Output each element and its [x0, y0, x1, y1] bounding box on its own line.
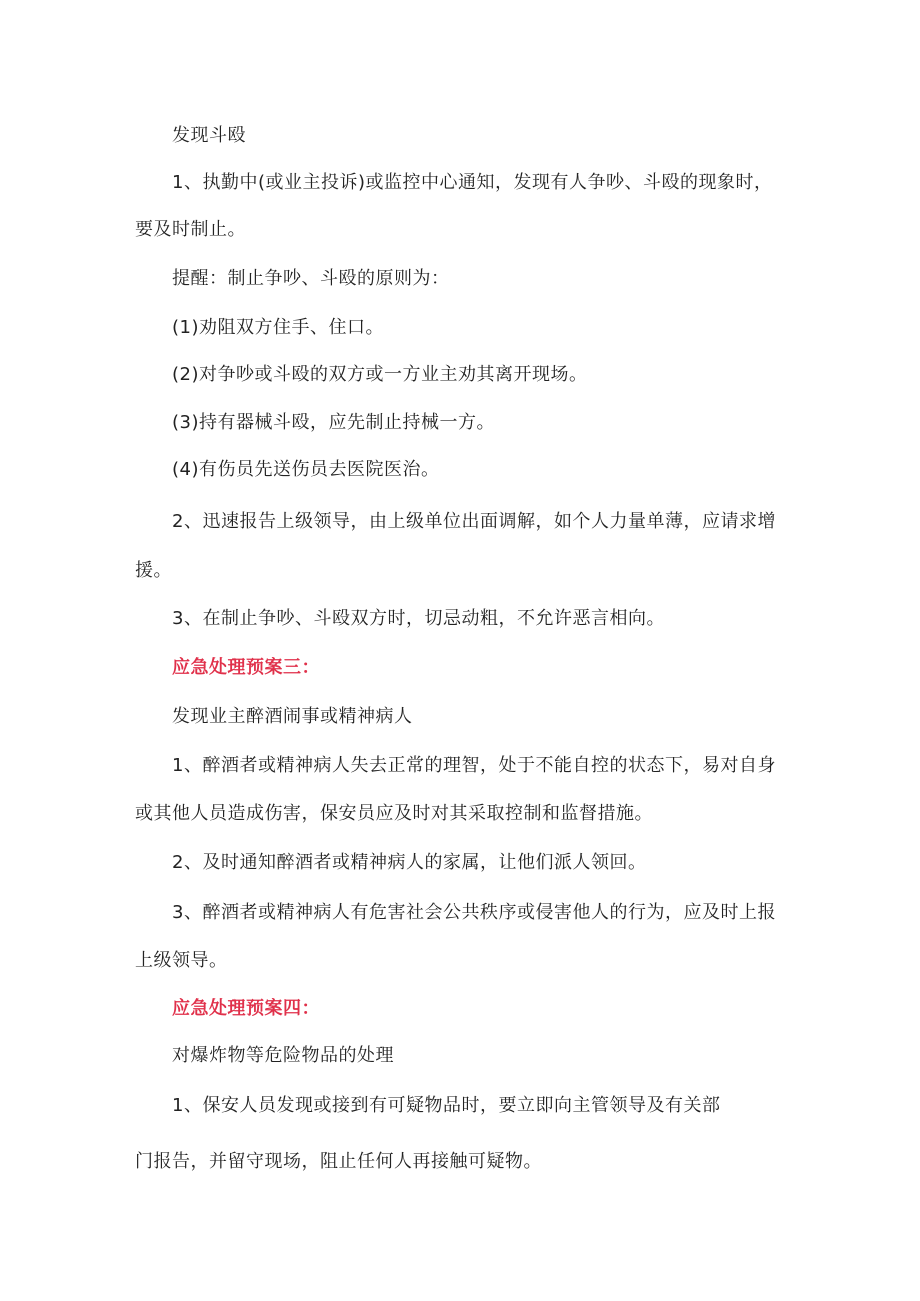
section-title-explosives: 对爆炸物等危险物品的处理	[172, 1045, 394, 1066]
paragraph-line: 1、执勤中(或业主投诉)或监控中心通知，发现有人争吵、斗殴的现象时，	[172, 172, 773, 193]
paragraph-line: 3、在制止争吵、斗殴双方时，切忌动粗，不允许恶言相向。	[172, 608, 665, 629]
reminder-text: 提醒：制止争吵、斗殴的原则为：	[172, 268, 450, 289]
paragraph-line: 3、醉酒者或精神病人有危害社会公共秩序或侵害他人的行为，应及时上报	[172, 902, 776, 923]
list-item: (4)有伤员先送伤员去医院医治。	[172, 459, 440, 480]
list-item: (3)持有器械斗殴，应先制止持械一方。	[172, 412, 495, 433]
section-title-drunk: 发现业主醉酒闹事或精神病人	[172, 706, 413, 727]
paragraph-line: 要及时制止。	[135, 219, 246, 240]
paragraph-line: 门报告，并留守现场，阻止任何人再接触可疑物。	[135, 1151, 542, 1172]
list-item: (2)对争吵或斗殴的双方或一方业主劝其离开现场。	[172, 364, 588, 385]
paragraph-line: 或其他人员造成伤害，保安员应及时对其采取控制和监督措施。	[135, 803, 653, 824]
paragraph-line: 上级领导。	[135, 950, 228, 971]
list-item: (1)劝阻双方住手、住口。	[172, 317, 384, 338]
paragraph-line: 2、迅速报告上级领导，由上级单位出面调解，如个人力量单薄，应请求增	[172, 511, 776, 532]
paragraph-line: 1、保安人员发现或接到有可疑物品时，要立即向主管领导及有关部	[172, 1095, 721, 1116]
section-title-fight: 发现斗殴	[172, 125, 246, 146]
plan-heading-three: 应急处理预案三：	[172, 657, 320, 678]
paragraph-line: 援。	[135, 560, 172, 581]
paragraph-line: 2、及时通知醉酒者或精神病人的家属，让他们派人领回。	[172, 852, 647, 873]
plan-heading-four: 应急处理预案四：	[172, 998, 320, 1019]
paragraph-line: 1、醉酒者或精神病人失去正常的理智，处于不能自控的状态下，易对自身	[172, 755, 776, 776]
